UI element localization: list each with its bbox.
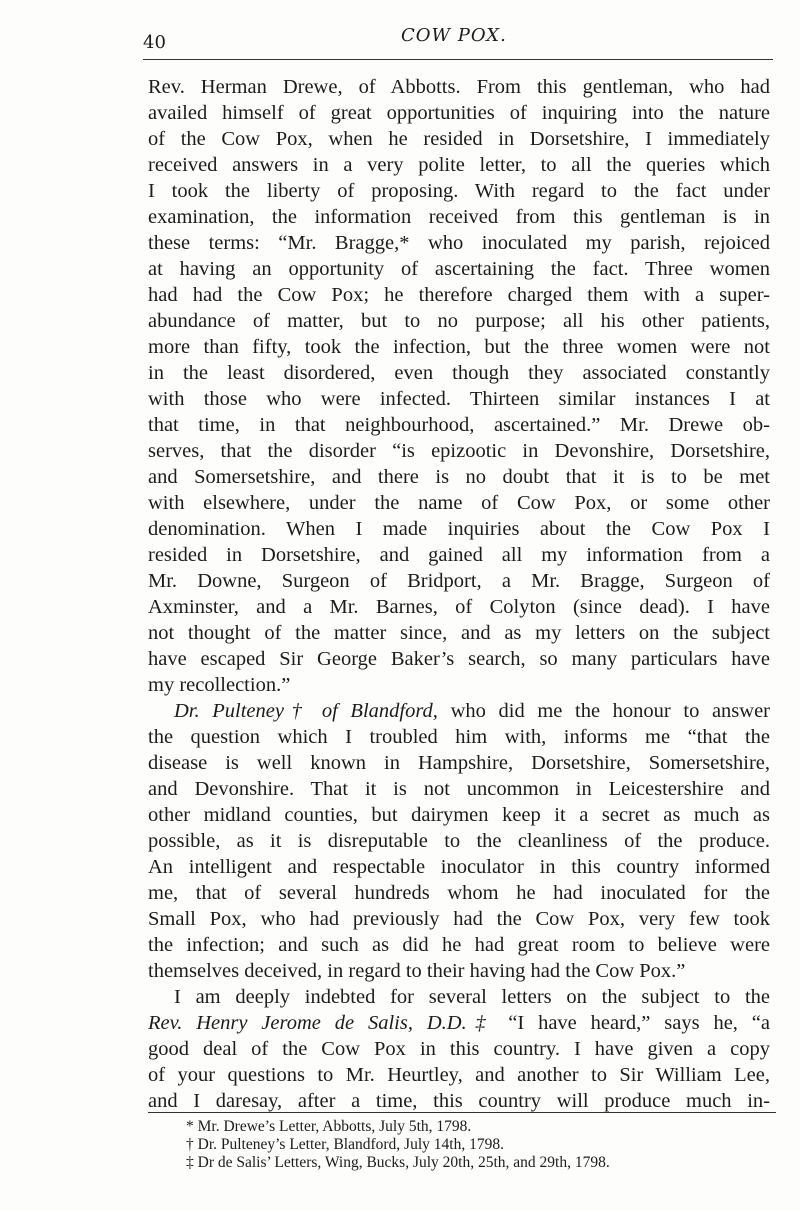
text-line: the infection; and such as did he had great room to believe were [148,934,770,956]
text-span: who did me the honour to answer [437,700,770,722]
text-line: I took the liberty of proposing. With regard to the fact under [148,180,770,202]
text-line [148,1010,770,1036]
text-line: in the least disordered, even though they associated constantly [148,362,770,384]
text-line: denomination. When I made inquiries about the Cow Pox I [148,518,770,540]
footnotes [186,1118,766,1172]
text-line: An intelligent and respectable inoculator in this country informed [148,856,770,878]
text-line: good deal of the Cow Pox in this country. I have given a copy [148,1038,770,1060]
footnote: † Dr. Pulteney’s Letter, Blandford, July 14th, 1798. [186,1136,504,1153]
body-text [148,74,770,1114]
header-rule [143,59,773,60]
text-line: themselves deceived, in regard to their having had the Cow Pox.” [148,960,686,982]
text-line: Axminster, and a Mr. Barnes, of Colyton (since dead). I have [148,596,770,618]
page-header [143,22,773,56]
text-line: examination, the information received from this gentleman is in [148,206,770,228]
footnote-rule [148,1112,776,1113]
text-line: and Devonshire. That it is not uncommon in Leicestershire and [148,778,770,800]
footnote: * Mr. Drewe’s Letter, Abbotts, July 5th, 1798. [186,1118,472,1135]
text-line: serves, that the disorder “is epizootic in Devonshire, Dorsetshire, [148,440,770,462]
text-line [148,698,770,724]
text-line: other midland counties, but dairymen keep it a secret as much as [148,804,770,826]
italic-reference: Dr. Pulteney† of Blandford, [174,700,438,722]
text-line: disease is well known in Hampshire, Dorsetshire, Somersetshire, [148,752,770,774]
paragraph-1 [148,74,770,698]
text-line: of the Cow Pox, when he resided in Dorsetshire, I immediately [148,128,770,150]
text-line: with elsewhere, under the name of Cow Pox, or some other [148,492,770,514]
text-span: “I have heard,” says he, “a [494,1012,770,1034]
text-line: Rev. Herman Drewe, of Abbotts. From this gentleman, who had [148,76,770,98]
running-head: COW POX. [401,25,507,46]
paragraph-2 [148,698,770,984]
text-line: Mr. Downe, Surgeon of Bridport, a Mr. Bragge, Surgeon of [148,570,770,592]
page-number: 40 [143,32,166,53]
text-line: with those who were infected. Thirteen similar instances I at [148,388,770,410]
text-line: more than fifty, took the infection, but the three women were not [148,336,770,358]
text-line: the question which I troubled him with, informs me “that the [148,726,770,748]
text-line: Small Pox, who had previously had the Cow Pox, very few took [148,908,770,930]
footnote: ‡ Dr de Salis’ Letters, Wing, Bucks, July 20th, 25th, and 29th, 1798. [186,1154,610,1171]
text-line: had had the Cow Pox; he therefore charged them with a super- [148,284,770,306]
paragraph-3 [148,984,770,1114]
italic-reference: Rev. Henry Jerome de Salis, D.D.‡ [148,1012,495,1034]
text-line: have escaped Sir George Baker’s search, so many particulars have [148,648,770,670]
text-line: received answers in a very polite letter, to all the queries which [148,154,770,176]
text-line: possible, as it is disreputable to the cleanliness of the produce. [148,830,770,852]
text-line: abundance of matter, but to no purpose; all his other patients, [148,310,770,332]
text-line: of your questions to Mr. Heurtley, and another to Sir William Lee, [148,1064,770,1086]
text-line: that time, in that neighbourhood, ascertained.” Mr. Drewe ob- [148,414,770,436]
text-line: and I daresay, after a time, this country will produce much in- [148,1090,770,1112]
text-line: at having an opportunity of ascertaining the fact. Three women [148,258,770,280]
text-line: these terms: “Mr. Bragge,* who inoculated my parish, rejoiced [148,232,770,254]
text-line: not thought of the matter since, and as my letters on the subject [148,622,770,644]
text-line: resided in Dorsetshire, and gained all my information from a [148,544,770,566]
text-line: my recollection.” [148,674,291,696]
text-line: I am deeply indebted for several letters on the subject to the [174,986,770,1008]
text-line: availed himself of great opportunities of inquiring into the nature [148,102,770,124]
text-line: and Somersetshire, and there is no doubt that it is to be met [148,466,770,488]
text-line: me, that of several hundreds whom he had inoculated for the [148,882,770,904]
